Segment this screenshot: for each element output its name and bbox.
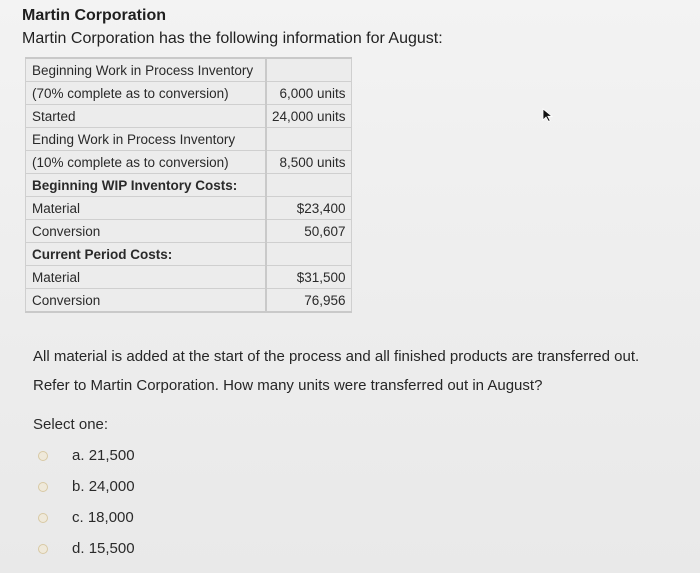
table-row — [26, 289, 352, 313]
table-row — [26, 197, 352, 220]
row-value — [266, 243, 351, 266]
option-letter: d. — [72, 540, 85, 557]
row-value: 8,500 units — [266, 151, 351, 174]
row-value: $23,400 — [266, 197, 351, 220]
table-row — [26, 82, 352, 105]
option-value: 21,500 — [88, 447, 135, 464]
row-label: (10% complete as to conversion) — [26, 151, 267, 174]
select-one-label: Select one: — [33, 416, 109, 433]
option-b[interactable] — [38, 471, 135, 502]
table-row — [26, 174, 352, 197]
option-letter: b. — [72, 478, 85, 495]
option-value: 15,500 — [88, 540, 135, 557]
section-heading: Beginning WIP Inventory Costs: — [26, 174, 267, 197]
table-row — [26, 151, 352, 174]
row-label: (70% complete as to conversion) — [26, 82, 267, 105]
information-table — [25, 57, 352, 313]
row-label: Material — [26, 197, 267, 220]
option-a[interactable] — [38, 440, 135, 471]
table-row — [26, 243, 352, 266]
row-label: Beginning Work in Process Inventory — [26, 58, 267, 82]
answer-options — [38, 440, 135, 564]
option-value: 24,000 — [88, 478, 135, 495]
row-label: Started — [26, 105, 267, 128]
question-line: All material is added at the start of the process and all finished products are transferred out. — [33, 348, 640, 365]
table-row — [26, 105, 352, 128]
row-label: Conversion — [26, 220, 267, 243]
table-row — [26, 266, 352, 289]
radio-button[interactable] — [38, 482, 48, 492]
row-value: 6,000 units — [266, 82, 351, 105]
row-value: 76,956 — [266, 289, 351, 313]
radio-button[interactable] — [38, 451, 48, 461]
option-d[interactable] — [38, 533, 135, 564]
radio-button[interactable] — [38, 544, 48, 554]
option-letter: c. — [72, 509, 84, 526]
option-value: 18,000 — [87, 509, 134, 526]
row-label: Material — [26, 266, 267, 289]
row-value — [266, 58, 351, 82]
row-value: $31,500 — [266, 266, 351, 289]
company-title: Martin Corporation — [22, 7, 166, 24]
table-row — [26, 58, 352, 82]
mouse-pointer-icon — [542, 108, 554, 122]
row-value — [266, 174, 351, 197]
radio-button[interactable] — [38, 513, 48, 523]
option-letter: a. — [72, 447, 85, 464]
intro-text: Martin Corporation has the following information for August: — [22, 30, 443, 47]
row-value: 50,607 — [266, 220, 351, 243]
question-header — [22, 6, 682, 50]
row-label: Ending Work in Process Inventory — [26, 128, 267, 151]
row-label: Conversion — [26, 289, 267, 313]
section-heading: Current Period Costs: — [26, 243, 267, 266]
question-line: Refer to Martin Corporation. How many units were transferred out in August? — [33, 377, 543, 394]
question-text — [33, 342, 693, 400]
row-value — [266, 128, 351, 151]
table-row — [26, 220, 352, 243]
row-value: 24,000 units — [266, 105, 351, 128]
table-row — [26, 128, 352, 151]
option-c[interactable] — [38, 502, 135, 533]
